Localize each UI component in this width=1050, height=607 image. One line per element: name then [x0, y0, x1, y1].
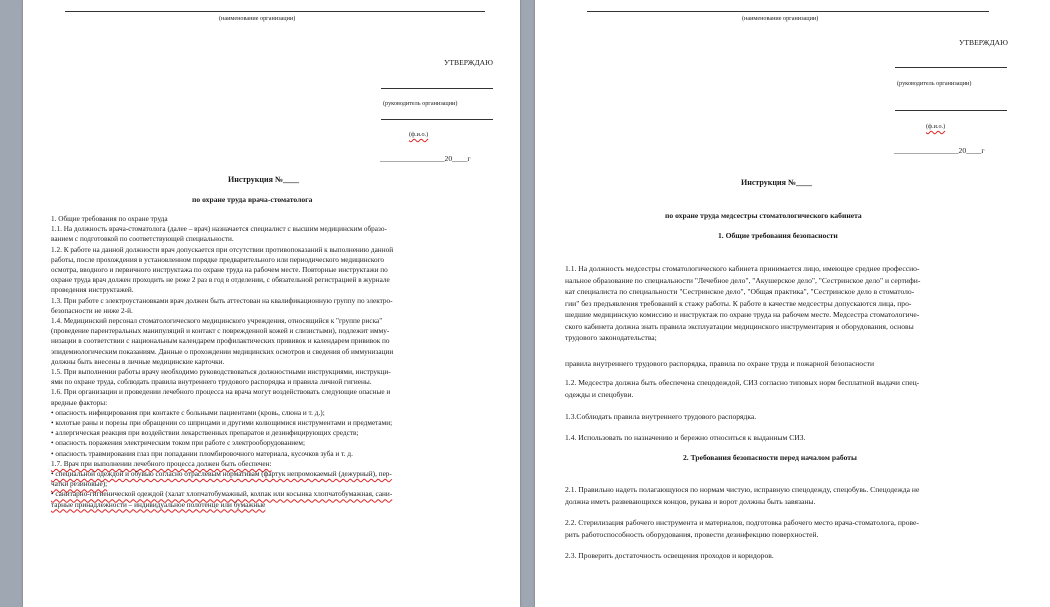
- org-name-line: [65, 11, 485, 12]
- paragraph-1-2: [565, 377, 1035, 400]
- text-line: 2.1. Правильно надеть полагающуюся по нормам чистую, исправную спецодежду, спецобувь. Спецодежда не: [565, 485, 920, 494]
- instruction-subtitle: по охране труда врача-стоматолога: [192, 195, 313, 204]
- document-page-left: [23, 0, 520, 607]
- signature-line: [895, 67, 1007, 68]
- approve-label: УТВЕРЖДАЮ: [444, 58, 493, 67]
- text-line: безопасности не ниже 2-й.: [51, 306, 133, 315]
- head-caption: (руководитель организации): [383, 100, 458, 107]
- paragraph-2-2: [565, 517, 1035, 540]
- name-line: [895, 110, 1007, 111]
- text-line: эпидемиологическим показаниям. Данные о прохождении медицинских осмотров и сведения об иммунизации: [51, 347, 394, 356]
- instruction-title: Инструкция №____: [228, 175, 299, 184]
- text-line: чатки резиновые);: [51, 480, 108, 489]
- fio-caption: (ф.и.о.): [926, 123, 946, 130]
- text-line: (проведение парентеральных манипуляций и контакт с поврежденной кожей и слизистыми), подлежит иммy-: [51, 327, 390, 336]
- paragraph-2-1: [565, 484, 1035, 507]
- date-line: _________________20____г: [380, 154, 471, 163]
- text-line: 1.1. На должность врача-стоматолога (далее – врач) назначается специалист с высшим медицинским образо-: [51, 225, 387, 234]
- text-line: должны быть внесены в личные медицинские карточки.: [51, 357, 225, 366]
- text-line: ями по охране труда, соблюдать правила внутреннего трудового распорядка и правила личной гигиены.: [51, 378, 372, 387]
- org-name-caption: (наименование организации): [219, 15, 296, 22]
- text-line: охране труда врач должен проходить не реже 2 раз в год в отделении, с обязательной регистрацией в журнале: [51, 276, 390, 285]
- text-line: работы, после прохождения в установленном порядке предварительного или периодического медицинского: [51, 255, 385, 264]
- text-line: • опасность травмирования глаз при попадании пломбировочного материала, кусочков зуба и т. д.: [51, 449, 353, 458]
- org-name-line: [587, 11, 989, 12]
- text-line: 1.7. Врач при выполнении лечебного процесса должен быть обеспечен:: [51, 459, 272, 468]
- paragraph-2-3: 2.3. Проверить достаточность освещения проходов и коридоров.: [565, 551, 774, 560]
- text-line: должна иметь развевающихся концов, рукава и ворот должны быть завязаны.: [565, 496, 816, 506]
- instruction-title: Инструкция №____: [741, 178, 812, 187]
- document-page-right: [535, 0, 1050, 607]
- instruction-body: [51, 214, 496, 510]
- approve-label: УТВЕРЖДАЮ: [959, 38, 1008, 47]
- paragraph-1-3: 1.3.Соблюдать правила внутреннего трудового распорядка.: [565, 412, 757, 421]
- text-line: • аллергическая реакция при воздействии лекарственных препаратов и дезинфицирующих средств;: [51, 429, 359, 438]
- text-line: шедшие медицинскую комиссию и инструктаж по охране труда на рабочем месте. Медсестра стоматологиче-: [565, 310, 920, 319]
- name-line: [381, 119, 493, 120]
- text-line: рить работоспособность оборудования, провести дезинфекцию поверхностей.: [565, 529, 819, 539]
- text-line: ского кабинета должна знать правила эксплуатации медицинского инструментария и оборудования, основы: [565, 321, 914, 331]
- text-line: гии" без предъявления требований к стажу работы. К работе в качестве медсестры допускаются лица, про-: [565, 298, 912, 308]
- fio-caption: (ф.и.о.): [409, 131, 429, 138]
- paragraph-1-1: [565, 263, 1035, 344]
- date-line: _________________20____г: [894, 146, 985, 155]
- text-line: тарные принадлежности – индивидуальное полотенце или бумажные: [51, 500, 266, 509]
- head-caption: (руководитель организации): [897, 80, 972, 87]
- instruction-subtitle: по охране труда медсестры стоматологического кабинета: [665, 211, 862, 220]
- text-line: 1.3. При работе с электроустановками врач должен быть аттестован на квалификационную группу по электро-: [51, 296, 393, 305]
- text-line: • опасность поражения электрическим током при работе с электрооборудованием;: [51, 439, 305, 448]
- text-line: • опасность инфицирования при контакте с больными пациентами (кровь, слюна и т. д.);: [51, 408, 325, 417]
- text-line: 1.2. Медсестра должна быть обеспечена спецодеждой, СИЗ согласно типовых норм бесплатной выдачи спец-: [565, 378, 920, 387]
- text-line: трудового законодательства;: [565, 333, 657, 342]
- org-name-caption: (наименование организации): [742, 15, 819, 22]
- text-line: 1.4. Медицинский персонал стоматологического медицинского учреждения, относящийся к "группе риска": [51, 317, 383, 326]
- text-line: 1.2. К работе на данной должности врач допускается при отсутствии противопоказаний к выполнению данной: [51, 245, 394, 254]
- section-heading-2: 2. Требования безопасности перед началом работы: [683, 453, 857, 462]
- text-line: осмотра, вводного и первичного инструктажа по охране труда на рабочем месте. Повторные инструктажи по: [51, 266, 388, 275]
- text-line: 1.5. При выполнении работы врачу необходимо руководствоваться должностными инструкциями, инструкци-: [51, 368, 391, 377]
- text-line: одежды и спецобуви.: [565, 389, 634, 399]
- paragraph-1-4: 1.4. Использовать по назначению и бережно относиться к выданным СИЗ.: [565, 433, 806, 442]
- section-heading-1: 1. Общие требования безопасности: [718, 231, 838, 240]
- text-line: низации в соответствии с национальным календарем профилактических прививок и календарем прививок по: [51, 337, 390, 346]
- text-line: 1. Общие требования по охране труда: [51, 215, 168, 223]
- text-line: • санитарно-гигиенической одеждой (халат хлопчатобумажный, колпак или косынка хлопчатобумажная, сани-: [51, 490, 393, 499]
- text-line: • специальной одеждой и обувью согласно отраслевым нормативам (фартук непромокаемый (дежурный), пер-: [51, 470, 392, 479]
- text-line: 1.1. На должность медсестры стоматологического кабинета принимается лицо, имеющее среднее профессио-: [565, 264, 920, 273]
- text-line: кат специалиста по специальности "Сестринское дело", "Общая практика", "Сестринское дело в стоматоло-: [565, 287, 915, 296]
- text-line: вредные факторы:: [51, 398, 108, 407]
- text-line: 2.2. Стерилизация рабочего инструмента и материалов, подготовка рабочего место врача-стоматолога, прове-: [565, 518, 919, 527]
- text-line: 1.6. При организации и проведении лечебного процесса на врача могут воздействовать следующие опасные и: [51, 388, 391, 397]
- signature-line: [381, 88, 493, 89]
- paragraph-rules: правила внутреннего трудового распорядка, правила по охране труда и пожарной безопасности: [565, 359, 875, 368]
- text-line: ванием с подготовкой по соответствующей специальности.: [51, 235, 234, 244]
- text-line: нальное образование по специальности "Лечебное дело", "Акушерское дело", "Сестринское дело" и сертифи-: [565, 275, 921, 285]
- text-line: • колотые раны и порезы при обращении со шприцами и другими колющимися инструментами и предметами;: [51, 419, 393, 428]
- text-line: проведения инструктажей.: [51, 286, 134, 295]
